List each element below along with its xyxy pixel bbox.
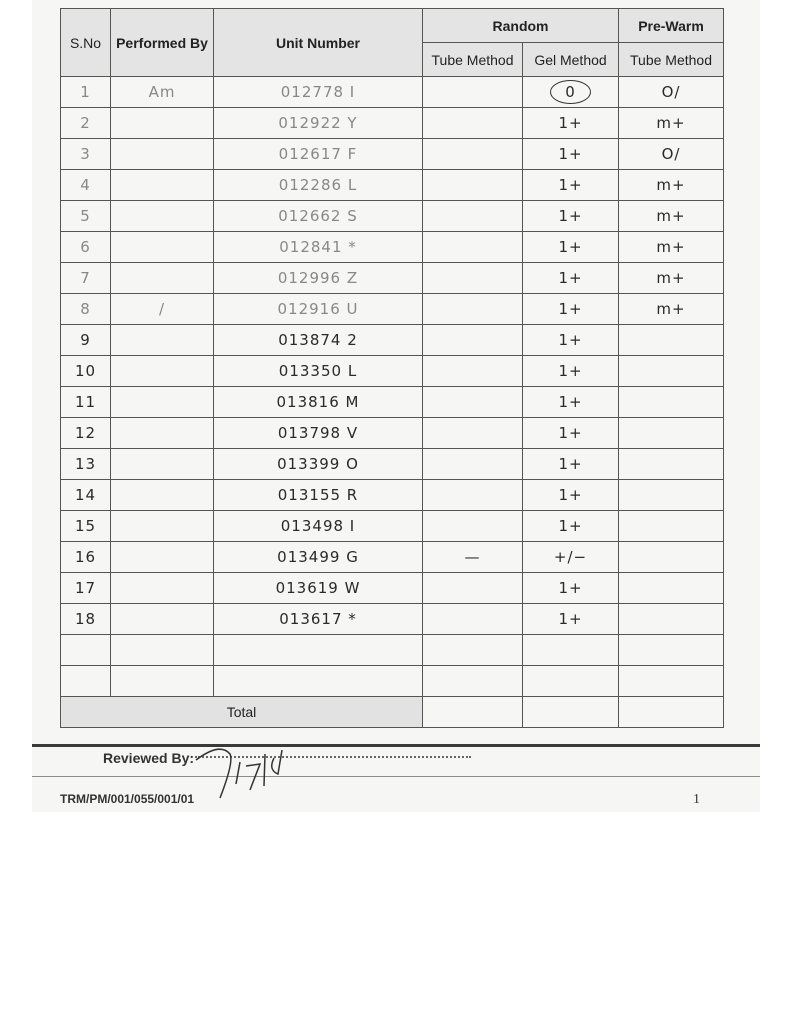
cell-unit-number — [214, 139, 423, 170]
table-row — [61, 418, 724, 449]
cell-performed-by-value: / — [158, 299, 166, 318]
cell-random-tube — [423, 387, 523, 418]
total-prewarm-tube — [619, 697, 724, 728]
cell-gel-method-value: 1+ — [558, 237, 583, 256]
cell-prewarm-tube — [619, 666, 724, 697]
cell-unit-number-value: 012286 L — [278, 175, 358, 194]
cell-sno-value: 13 — [74, 454, 97, 473]
cell-sno — [61, 232, 111, 263]
cell-gel-method — [523, 170, 619, 201]
reviewed-by-label: Reviewed By: — [103, 750, 195, 766]
cell-sno-value: 3 — [80, 144, 91, 163]
crossmatch-table — [60, 8, 724, 728]
cell-sno-value: 8 — [80, 299, 91, 318]
cell-unit-number — [214, 356, 423, 387]
cell-prewarm-tube — [619, 139, 724, 170]
table-row — [61, 635, 724, 666]
cell-sno — [61, 635, 111, 666]
cell-gel-method — [523, 108, 619, 139]
cell-prewarm-tube-value: m+ — [656, 237, 686, 256]
cell-unit-number-value: 013499 G — [277, 547, 359, 566]
cell-unit-number — [214, 573, 423, 604]
cell-performed-by — [111, 139, 214, 170]
cell-gel-method — [523, 480, 619, 511]
table-row — [61, 573, 724, 604]
cell-prewarm-tube-value: m+ — [656, 113, 686, 132]
cell-random-tube — [423, 325, 523, 356]
cell-prewarm-tube — [619, 604, 724, 635]
table-row — [61, 480, 724, 511]
cell-unit-number — [214, 232, 423, 263]
cell-unit-number-value: 013498 I — [280, 516, 356, 535]
cell-gel-method-value: 1+ — [558, 609, 583, 628]
cell-gel-method-value: 0 — [550, 80, 591, 104]
cell-unit-number — [214, 108, 423, 139]
total-random-tube — [423, 697, 523, 728]
table-row — [61, 108, 724, 139]
cell-gel-method-value: 1+ — [558, 299, 583, 318]
cell-gel-method — [523, 325, 619, 356]
table-row — [61, 294, 724, 325]
cell-sno-value: 14 — [74, 485, 97, 504]
header-random-gel-method: Gel Method — [523, 43, 619, 77]
cell-random-tube-value: — — [464, 547, 481, 566]
cell-sno-value: 6 — [80, 237, 91, 256]
header-sno: S.No — [61, 9, 111, 77]
cell-gel-method — [523, 573, 619, 604]
cell-random-tube — [423, 232, 523, 263]
cell-unit-number — [214, 635, 423, 666]
cell-sno-value: 5 — [80, 206, 91, 225]
cell-sno-value: 16 — [74, 547, 97, 566]
cell-random-tube — [423, 480, 523, 511]
table-row — [61, 387, 724, 418]
cell-prewarm-tube — [619, 232, 724, 263]
cell-prewarm-tube — [619, 387, 724, 418]
cell-prewarm-tube-value: m+ — [656, 206, 686, 225]
cell-unit-number-value: 012996 Z — [277, 268, 359, 287]
cell-sno-value: 17 — [74, 578, 97, 597]
cell-performed-by — [111, 666, 214, 697]
cell-prewarm-tube — [619, 263, 724, 294]
cell-gel-method-value: 1+ — [558, 268, 583, 287]
cell-gel-method — [523, 201, 619, 232]
cell-sno — [61, 542, 111, 573]
cell-performed-by — [111, 170, 214, 201]
cell-random-tube — [423, 263, 523, 294]
cell-sno — [61, 325, 111, 356]
cell-unit-number-value: 013617 * — [279, 609, 357, 628]
cell-unit-number — [214, 387, 423, 418]
table-row — [61, 263, 724, 294]
cell-unit-number-value: 013155 R — [277, 485, 359, 504]
cell-gel-method-value: 1+ — [558, 206, 583, 225]
cell-gel-method — [523, 511, 619, 542]
cell-gel-method-value: 1+ — [558, 144, 583, 163]
cell-performed-by — [111, 480, 214, 511]
cell-gel-method-value: 1+ — [558, 423, 583, 442]
cell-sno-value: 9 — [80, 330, 91, 349]
cell-prewarm-tube — [619, 201, 724, 232]
cell-performed-by — [111, 77, 214, 108]
reviewer-signature — [190, 740, 290, 800]
cell-prewarm-tube-value: m+ — [656, 175, 686, 194]
cell-prewarm-tube — [619, 480, 724, 511]
cell-gel-method-value: 1+ — [558, 175, 583, 194]
page-number: 1 — [693, 792, 700, 807]
cell-prewarm-tube-value: m+ — [656, 299, 686, 318]
cell-prewarm-tube — [619, 418, 724, 449]
cell-random-tube — [423, 573, 523, 604]
cell-performed-by — [111, 201, 214, 232]
cell-prewarm-tube — [619, 325, 724, 356]
cell-performed-by — [111, 387, 214, 418]
cell-random-tube — [423, 201, 523, 232]
cell-gel-method — [523, 232, 619, 263]
cell-gel-method-value: 1+ — [558, 113, 583, 132]
cell-random-tube — [423, 666, 523, 697]
cell-gel-method-value: +/− — [553, 547, 588, 566]
header-unit-number: Unit Number — [214, 9, 423, 77]
cell-random-tube — [423, 418, 523, 449]
cell-gel-method — [523, 387, 619, 418]
cell-prewarm-tube — [619, 542, 724, 573]
cell-random-tube — [423, 449, 523, 480]
table-row — [61, 511, 724, 542]
cell-sno-value: 15 — [74, 516, 97, 535]
header-performed-by: Performed By — [111, 9, 214, 77]
cell-performed-by — [111, 635, 214, 666]
cell-unit-number — [214, 666, 423, 697]
cell-prewarm-tube — [619, 356, 724, 387]
cell-gel-method-value: 1+ — [558, 454, 583, 473]
cell-performed-by — [111, 356, 214, 387]
table-body — [61, 77, 724, 697]
cell-performed-by — [111, 542, 214, 573]
cell-unit-number-value: 013350 L — [278, 361, 358, 380]
cell-random-tube — [423, 170, 523, 201]
cell-unit-number — [214, 77, 423, 108]
header-random-tube-method: Tube Method — [423, 43, 523, 77]
cell-unit-number — [214, 418, 423, 449]
cell-unit-number — [214, 542, 423, 573]
cell-gel-method-value: 1+ — [558, 578, 583, 597]
table-row — [61, 201, 724, 232]
cell-random-tube — [423, 294, 523, 325]
cell-prewarm-tube-value: O/ — [661, 144, 681, 163]
header-prewarm-tube-method: Tube Method — [619, 43, 724, 77]
cell-random-tube — [423, 511, 523, 542]
cell-sno-value: 7 — [80, 268, 91, 287]
cell-prewarm-tube — [619, 635, 724, 666]
cell-unit-number-value: 013399 O — [277, 454, 359, 473]
cell-unit-number-value: 013874 2 — [278, 330, 358, 349]
cell-gel-method-value: 1+ — [558, 392, 583, 411]
cell-random-tube — [423, 635, 523, 666]
cell-unit-number-value: 012662 S — [278, 206, 358, 225]
cell-unit-number-value: 013619 W — [275, 578, 361, 597]
cell-unit-number — [214, 263, 423, 294]
cell-sno-value: 11 — [74, 392, 97, 411]
table-header — [61, 9, 724, 77]
cell-prewarm-tube — [619, 511, 724, 542]
header-prewarm: Pre-Warm — [619, 9, 724, 43]
cell-random-tube — [423, 139, 523, 170]
form-code: TRM/PM/001/055/001/01 — [60, 792, 195, 806]
cell-sno — [61, 666, 111, 697]
table-row — [61, 232, 724, 263]
cell-performed-by — [111, 604, 214, 635]
table-row — [61, 77, 724, 108]
cell-performed-by — [111, 573, 214, 604]
cell-sno — [61, 573, 111, 604]
cell-gel-method — [523, 449, 619, 480]
cell-sno — [61, 511, 111, 542]
cell-gel-method — [523, 542, 619, 573]
cell-gel-method-value: 1+ — [558, 361, 583, 380]
cell-random-tube — [423, 77, 523, 108]
cell-sno — [61, 449, 111, 480]
cell-sno — [61, 263, 111, 294]
cell-sno — [61, 108, 111, 139]
cell-sno-value: 4 — [80, 175, 91, 194]
cell-prewarm-tube-value: O/ — [661, 82, 681, 101]
cell-sno-value: 1 — [80, 82, 91, 101]
cell-sno — [61, 480, 111, 511]
cell-performed-by — [111, 325, 214, 356]
cell-unit-number — [214, 294, 423, 325]
cell-prewarm-tube — [619, 294, 724, 325]
cell-unit-number-value: 012617 F — [278, 144, 358, 163]
cell-random-tube — [423, 108, 523, 139]
table-row — [61, 604, 724, 635]
cell-performed-by — [111, 418, 214, 449]
cell-sno — [61, 170, 111, 201]
cell-random-tube — [423, 356, 523, 387]
table-row — [61, 542, 724, 573]
cell-gel-method — [523, 418, 619, 449]
cell-gel-method — [523, 77, 619, 108]
total-random-gel — [523, 697, 619, 728]
cell-performed-by — [111, 232, 214, 263]
cell-performed-by — [111, 263, 214, 294]
cell-unit-number-value: 013816 M — [276, 392, 360, 411]
cell-random-tube — [423, 542, 523, 573]
cell-prewarm-tube — [619, 573, 724, 604]
cell-gel-method-value: 1+ — [558, 516, 583, 535]
cell-unit-number-value: 012841 * — [279, 237, 357, 256]
cell-gel-method-value: 1+ — [558, 330, 583, 349]
cell-gel-method — [523, 666, 619, 697]
cell-random-tube — [423, 604, 523, 635]
cell-sno-value: 2 — [80, 113, 91, 132]
cell-unit-number — [214, 511, 423, 542]
footer-rule — [32, 744, 760, 747]
cell-gel-method — [523, 635, 619, 666]
cell-sno-value: 18 — [74, 609, 97, 628]
cell-performed-by — [111, 449, 214, 480]
table-row — [61, 356, 724, 387]
cell-gel-method-value: 1+ — [558, 485, 583, 504]
cell-sno — [61, 139, 111, 170]
table-row — [61, 170, 724, 201]
header-random: Random — [423, 9, 619, 43]
cell-unit-number — [214, 325, 423, 356]
table-row — [61, 325, 724, 356]
footer-rule-thin — [32, 776, 760, 777]
cell-unit-number — [214, 170, 423, 201]
cell-unit-number — [214, 201, 423, 232]
cell-unit-number — [214, 480, 423, 511]
cell-unit-number-value: 013798 V — [277, 423, 359, 442]
table-row — [61, 666, 724, 697]
cell-sno — [61, 418, 111, 449]
table-row — [61, 449, 724, 480]
cell-performed-by — [111, 511, 214, 542]
cell-prewarm-tube — [619, 449, 724, 480]
cell-unit-number-value: 012778 I — [280, 82, 356, 101]
cell-prewarm-tube — [619, 77, 724, 108]
cell-gel-method — [523, 294, 619, 325]
cell-sno — [61, 77, 111, 108]
cell-unit-number-value: 012922 Y — [278, 113, 358, 132]
cell-sno — [61, 201, 111, 232]
cell-prewarm-tube-value: m+ — [656, 268, 686, 287]
cell-sno-value: 10 — [74, 361, 97, 380]
cell-unit-number-value: 012916 U — [277, 299, 359, 318]
cell-gel-method — [523, 139, 619, 170]
cell-unit-number — [214, 604, 423, 635]
cell-gel-method — [523, 263, 619, 294]
cell-sno — [61, 356, 111, 387]
table-row — [61, 139, 724, 170]
cell-performed-by-value: Am — [148, 82, 176, 101]
cell-performed-by — [111, 294, 214, 325]
cell-gel-method — [523, 356, 619, 387]
cell-sno — [61, 387, 111, 418]
cell-unit-number — [214, 449, 423, 480]
cell-gel-method — [523, 604, 619, 635]
total-label: Total — [61, 697, 423, 728]
cell-sno — [61, 604, 111, 635]
cell-prewarm-tube — [619, 170, 724, 201]
cell-performed-by — [111, 108, 214, 139]
cell-sno-value: 12 — [74, 423, 97, 442]
cell-sno — [61, 294, 111, 325]
cell-prewarm-tube — [619, 108, 724, 139]
